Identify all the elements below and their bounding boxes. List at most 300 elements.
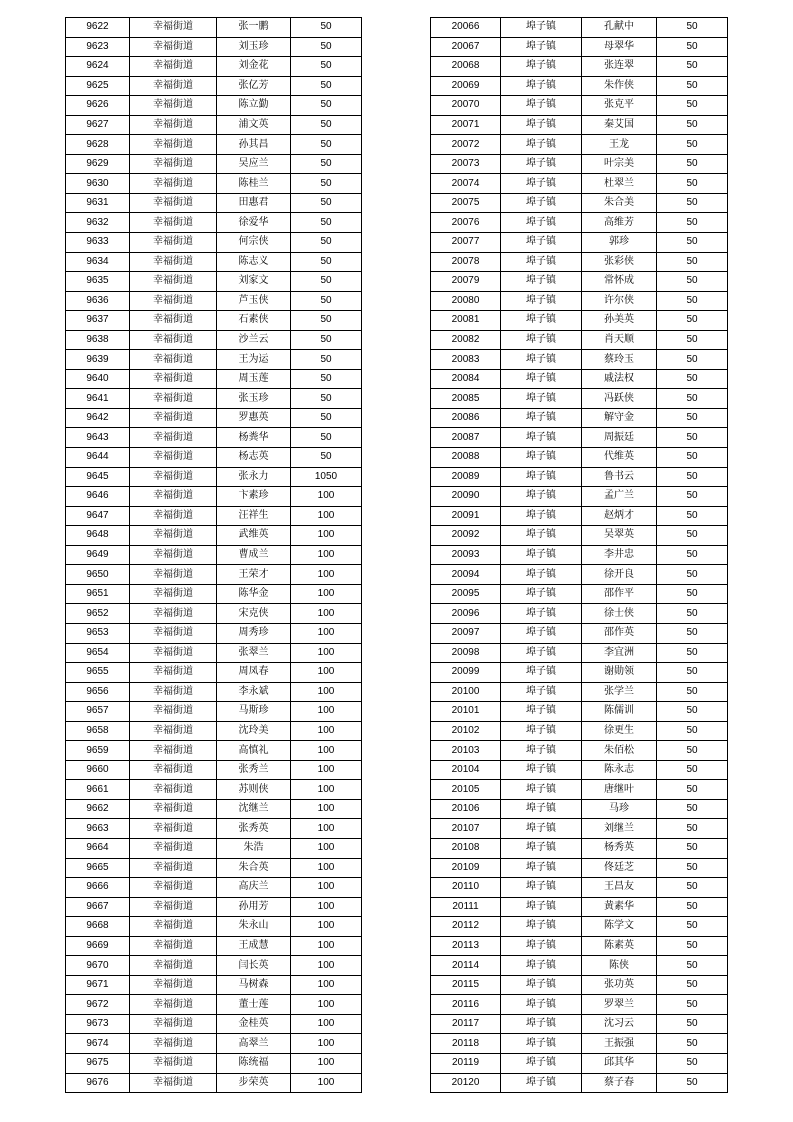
name-cell: 母翠华 xyxy=(582,37,657,57)
district-cell: 幸福街道 xyxy=(130,37,217,57)
district-cell: 埠子镇 xyxy=(501,643,582,663)
amount-cell: 100 xyxy=(291,956,362,976)
district-cell: 幸福街道 xyxy=(130,858,217,878)
district-cell: 幸福街道 xyxy=(130,135,217,155)
amount-cell: 50 xyxy=(657,135,728,155)
district-cell: 幸福街道 xyxy=(130,897,217,917)
amount-cell: 100 xyxy=(291,487,362,507)
table-row xyxy=(66,506,362,526)
district-cell: 埠子镇 xyxy=(501,1073,582,1093)
table-row xyxy=(66,252,362,272)
district-cell: 幸福街道 xyxy=(130,584,217,604)
amount-cell: 50 xyxy=(291,448,362,468)
serial-number-cell: 9658 xyxy=(66,721,130,741)
serial-number-cell: 9637 xyxy=(66,311,130,331)
amount-cell: 100 xyxy=(291,917,362,937)
amount-cell: 50 xyxy=(657,936,728,956)
district-cell: 幸福街道 xyxy=(130,389,217,409)
name-cell: 邵作平 xyxy=(582,584,657,604)
amount-cell: 50 xyxy=(291,37,362,57)
district-cell: 幸福街道 xyxy=(130,682,217,702)
amount-cell: 50 xyxy=(291,57,362,77)
right-data-table xyxy=(430,17,728,1093)
name-cell: 张秀兰 xyxy=(217,760,291,780)
district-cell: 埠子镇 xyxy=(501,1034,582,1054)
amount-cell: 100 xyxy=(291,545,362,565)
serial-number-cell: 20117 xyxy=(431,1014,501,1034)
amount-cell: 50 xyxy=(657,780,728,800)
name-cell: 孙其昌 xyxy=(217,135,291,155)
serial-number-cell: 9666 xyxy=(66,878,130,898)
amount-cell: 50 xyxy=(657,115,728,135)
serial-number-cell: 9633 xyxy=(66,233,130,253)
amount-cell: 50 xyxy=(657,1073,728,1093)
serial-number-cell: 20072 xyxy=(431,135,501,155)
serial-number-cell: 20087 xyxy=(431,428,501,448)
serial-number-cell: 9671 xyxy=(66,975,130,995)
table-row xyxy=(66,174,362,194)
amount-cell: 50 xyxy=(657,682,728,702)
amount-cell: 50 xyxy=(291,428,362,448)
serial-number-cell: 9670 xyxy=(66,956,130,976)
district-cell: 幸福街道 xyxy=(130,350,217,370)
table-row xyxy=(431,506,728,526)
name-cell: 张学兰 xyxy=(582,682,657,702)
serial-number-cell: 9664 xyxy=(66,838,130,858)
table-row xyxy=(66,565,362,585)
name-cell: 肖天顺 xyxy=(582,330,657,350)
name-cell: 李宜洲 xyxy=(582,643,657,663)
district-cell: 埠子镇 xyxy=(501,272,582,292)
table-row xyxy=(431,584,728,604)
name-cell: 张功英 xyxy=(582,975,657,995)
name-cell: 赵炳才 xyxy=(582,506,657,526)
table-row xyxy=(66,18,362,38)
table-row xyxy=(66,956,362,976)
table-row xyxy=(431,291,728,311)
name-cell: 沈习云 xyxy=(582,1014,657,1034)
name-cell: 佟廷芝 xyxy=(582,858,657,878)
table-row xyxy=(431,389,728,409)
amount-cell: 50 xyxy=(657,1053,728,1073)
amount-cell: 50 xyxy=(291,115,362,135)
table-row xyxy=(66,311,362,331)
district-cell: 埠子镇 xyxy=(501,721,582,741)
district-cell: 埠子镇 xyxy=(501,252,582,272)
district-cell: 埠子镇 xyxy=(501,1014,582,1034)
amount-cell: 100 xyxy=(291,760,362,780)
serial-number-cell: 20118 xyxy=(431,1034,501,1054)
serial-number-cell: 20085 xyxy=(431,389,501,409)
serial-number-cell: 20091 xyxy=(431,506,501,526)
district-cell: 埠子镇 xyxy=(501,897,582,917)
table-row xyxy=(66,878,362,898)
serial-number-cell: 9630 xyxy=(66,174,130,194)
name-cell: 张一鹏 xyxy=(217,18,291,38)
name-cell: 许尔侠 xyxy=(582,291,657,311)
table-row xyxy=(431,819,728,839)
amount-cell: 50 xyxy=(657,838,728,858)
amount-cell: 50 xyxy=(657,643,728,663)
name-cell: 陈统福 xyxy=(217,1053,291,1073)
amount-cell: 100 xyxy=(291,1014,362,1034)
table-row xyxy=(66,584,362,604)
name-cell: 沈玲美 xyxy=(217,721,291,741)
district-cell: 幸福街道 xyxy=(130,975,217,995)
serial-number-cell: 9627 xyxy=(66,115,130,135)
name-cell: 张彩侠 xyxy=(582,252,657,272)
serial-number-cell: 20083 xyxy=(431,350,501,370)
amount-cell: 100 xyxy=(291,819,362,839)
serial-number-cell: 9635 xyxy=(66,272,130,292)
right-table-body xyxy=(431,18,728,1093)
serial-number-cell: 20100 xyxy=(431,682,501,702)
amount-cell: 50 xyxy=(291,291,362,311)
district-cell: 埠子镇 xyxy=(501,369,582,389)
name-cell: 唐继叶 xyxy=(582,780,657,800)
name-cell: 刘继兰 xyxy=(582,819,657,839)
table-row xyxy=(431,897,728,917)
amount-cell: 50 xyxy=(657,956,728,976)
name-cell: 叶宗美 xyxy=(582,154,657,174)
district-cell: 埠子镇 xyxy=(501,526,582,546)
district-cell: 埠子镇 xyxy=(501,154,582,174)
amount-cell: 100 xyxy=(291,838,362,858)
table-row xyxy=(66,154,362,174)
district-cell: 幸福街道 xyxy=(130,506,217,526)
name-cell: 朱浩 xyxy=(217,838,291,858)
table-row xyxy=(431,975,728,995)
district-cell: 埠子镇 xyxy=(501,193,582,213)
amount-cell: 50 xyxy=(657,760,728,780)
district-cell: 埠子镇 xyxy=(501,604,582,624)
table-row xyxy=(66,428,362,448)
serial-number-cell: 20116 xyxy=(431,995,501,1015)
name-cell: 杨秀英 xyxy=(582,838,657,858)
name-cell: 张永力 xyxy=(217,467,291,487)
serial-number-cell: 9636 xyxy=(66,291,130,311)
name-cell: 秦艾国 xyxy=(582,115,657,135)
name-cell: 刘玉珍 xyxy=(217,37,291,57)
amount-cell: 100 xyxy=(291,741,362,761)
district-cell: 幸福街道 xyxy=(130,819,217,839)
serial-number-cell: 9659 xyxy=(66,741,130,761)
name-cell: 邱其华 xyxy=(582,1053,657,1073)
amount-cell: 50 xyxy=(657,623,728,643)
serial-number-cell: 9634 xyxy=(66,252,130,272)
amount-cell: 100 xyxy=(291,936,362,956)
amount-cell: 50 xyxy=(291,96,362,116)
table-row xyxy=(66,408,362,428)
name-cell: 高翠兰 xyxy=(217,1034,291,1054)
table-row xyxy=(431,57,728,77)
amount-cell: 50 xyxy=(657,369,728,389)
amount-cell: 50 xyxy=(291,174,362,194)
serial-number-cell: 9647 xyxy=(66,506,130,526)
name-cell: 鲁书云 xyxy=(582,467,657,487)
serial-number-cell: 20095 xyxy=(431,584,501,604)
serial-number-cell: 20096 xyxy=(431,604,501,624)
serial-number-cell: 9640 xyxy=(66,369,130,389)
serial-number-cell: 9660 xyxy=(66,760,130,780)
district-cell: 幸福街道 xyxy=(130,154,217,174)
district-cell: 幸福街道 xyxy=(130,1014,217,1034)
table-row xyxy=(431,330,728,350)
serial-number-cell: 20109 xyxy=(431,858,501,878)
amount-cell: 50 xyxy=(291,369,362,389)
amount-cell: 100 xyxy=(291,1053,362,1073)
district-cell: 幸福街道 xyxy=(130,917,217,937)
table-row xyxy=(431,799,728,819)
table-row xyxy=(66,193,362,213)
serial-number-cell: 20067 xyxy=(431,37,501,57)
amount-cell: 50 xyxy=(657,799,728,819)
name-cell: 张连翠 xyxy=(582,57,657,77)
table-row xyxy=(431,115,728,135)
amount-cell: 50 xyxy=(657,18,728,38)
district-cell: 埠子镇 xyxy=(501,115,582,135)
amount-cell: 100 xyxy=(291,526,362,546)
district-cell: 幸福街道 xyxy=(130,760,217,780)
serial-number-cell: 20120 xyxy=(431,1073,501,1093)
table-row xyxy=(431,663,728,683)
name-cell: 常怀成 xyxy=(582,272,657,292)
name-cell: 徐士侠 xyxy=(582,604,657,624)
amount-cell: 100 xyxy=(291,643,362,663)
table-row xyxy=(431,467,728,487)
district-cell: 幸福街道 xyxy=(130,369,217,389)
serial-number-cell: 9669 xyxy=(66,936,130,956)
table-row xyxy=(431,311,728,331)
name-cell: 张翠兰 xyxy=(217,643,291,663)
serial-number-cell: 9672 xyxy=(66,995,130,1015)
table-row xyxy=(66,936,362,956)
amount-cell: 100 xyxy=(291,721,362,741)
name-cell: 周玉莲 xyxy=(217,369,291,389)
district-cell: 埠子镇 xyxy=(501,663,582,683)
name-cell: 李永斌 xyxy=(217,682,291,702)
table-row xyxy=(431,487,728,507)
district-cell: 埠子镇 xyxy=(501,584,582,604)
serial-number-cell: 9648 xyxy=(66,526,130,546)
amount-cell: 50 xyxy=(291,311,362,331)
amount-cell: 100 xyxy=(291,565,362,585)
district-cell: 埠子镇 xyxy=(501,1053,582,1073)
name-cell: 刘金花 xyxy=(217,57,291,77)
serial-number-cell: 20069 xyxy=(431,76,501,96)
amount-cell: 50 xyxy=(291,330,362,350)
name-cell: 高维芳 xyxy=(582,213,657,233)
table-row xyxy=(66,1014,362,1034)
amount-cell: 50 xyxy=(291,408,362,428)
serial-number-cell: 20071 xyxy=(431,115,501,135)
amount-cell: 100 xyxy=(291,780,362,800)
table-row xyxy=(431,936,728,956)
table-row xyxy=(66,897,362,917)
serial-number-cell: 9650 xyxy=(66,565,130,585)
district-cell: 幸福街道 xyxy=(130,272,217,292)
name-cell: 李井忠 xyxy=(582,545,657,565)
table-row xyxy=(66,96,362,116)
name-cell: 周振廷 xyxy=(582,428,657,448)
serial-number-cell: 9625 xyxy=(66,76,130,96)
name-cell: 戚法权 xyxy=(582,369,657,389)
serial-number-cell: 20077 xyxy=(431,233,501,253)
name-cell: 汪祥生 xyxy=(217,506,291,526)
name-cell: 苏则侠 xyxy=(217,780,291,800)
district-cell: 幸福街道 xyxy=(130,252,217,272)
serial-number-cell: 9642 xyxy=(66,408,130,428)
district-cell: 幸福街道 xyxy=(130,311,217,331)
district-cell: 埠子镇 xyxy=(501,350,582,370)
table-row xyxy=(66,389,362,409)
serial-number-cell: 9638 xyxy=(66,330,130,350)
amount-cell: 50 xyxy=(657,389,728,409)
amount-cell: 50 xyxy=(291,252,362,272)
table-row xyxy=(431,545,728,565)
district-cell: 幸福街道 xyxy=(130,878,217,898)
amount-cell: 100 xyxy=(291,878,362,898)
serial-number-cell: 9667 xyxy=(66,897,130,917)
amount-cell: 50 xyxy=(657,57,728,77)
amount-cell: 50 xyxy=(291,213,362,233)
amount-cell: 50 xyxy=(291,18,362,38)
district-cell: 幸福街道 xyxy=(130,57,217,77)
district-cell: 幸福街道 xyxy=(130,936,217,956)
name-cell: 刘家文 xyxy=(217,272,291,292)
district-cell: 埠子镇 xyxy=(501,917,582,937)
serial-number-cell: 9643 xyxy=(66,428,130,448)
table-row xyxy=(431,233,728,253)
serial-number-cell: 20068 xyxy=(431,57,501,77)
serial-number-cell: 20106 xyxy=(431,799,501,819)
table-row xyxy=(431,272,728,292)
serial-number-cell: 9622 xyxy=(66,18,130,38)
amount-cell: 50 xyxy=(657,448,728,468)
table-row xyxy=(431,838,728,858)
district-cell: 埠子镇 xyxy=(501,858,582,878)
district-cell: 幸福街道 xyxy=(130,838,217,858)
serial-number-cell: 9657 xyxy=(66,702,130,722)
amount-cell: 50 xyxy=(657,174,728,194)
table-row xyxy=(431,1053,728,1073)
amount-cell: 50 xyxy=(657,584,728,604)
table-row xyxy=(66,917,362,937)
serial-number-cell: 9631 xyxy=(66,193,130,213)
amount-cell: 50 xyxy=(291,76,362,96)
table-row xyxy=(66,858,362,878)
table-row xyxy=(431,213,728,233)
district-cell: 埠子镇 xyxy=(501,448,582,468)
table-row xyxy=(431,878,728,898)
table-row xyxy=(66,115,362,135)
table-row xyxy=(431,623,728,643)
name-cell: 高庆兰 xyxy=(217,878,291,898)
amount-cell: 50 xyxy=(657,721,728,741)
amount-cell: 50 xyxy=(291,135,362,155)
amount-cell: 50 xyxy=(657,96,728,116)
table-row xyxy=(66,819,362,839)
district-cell: 埠子镇 xyxy=(501,330,582,350)
name-cell: 张秀英 xyxy=(217,819,291,839)
serial-number-cell: 9655 xyxy=(66,663,130,683)
district-cell: 埠子镇 xyxy=(501,741,582,761)
district-cell: 埠子镇 xyxy=(501,96,582,116)
serial-number-cell: 9656 xyxy=(66,682,130,702)
table-row xyxy=(431,702,728,722)
name-cell: 闫长英 xyxy=(217,956,291,976)
district-cell: 埠子镇 xyxy=(501,487,582,507)
name-cell: 黄素华 xyxy=(582,897,657,917)
district-cell: 幸福街道 xyxy=(130,467,217,487)
amount-cell: 50 xyxy=(657,408,728,428)
table-row xyxy=(66,682,362,702)
amount-cell: 50 xyxy=(291,154,362,174)
table-row xyxy=(431,1034,728,1054)
name-cell: 朱永山 xyxy=(217,917,291,937)
name-cell: 罗翠兰 xyxy=(582,995,657,1015)
amount-cell: 100 xyxy=(291,975,362,995)
serial-number-cell: 9628 xyxy=(66,135,130,155)
district-cell: 埠子镇 xyxy=(501,545,582,565)
table-row xyxy=(431,135,728,155)
name-cell: 谢勋领 xyxy=(582,663,657,683)
serial-number-cell: 20090 xyxy=(431,487,501,507)
table-row xyxy=(431,604,728,624)
table-row xyxy=(431,917,728,937)
serial-number-cell: 9661 xyxy=(66,780,130,800)
district-cell: 幸福街道 xyxy=(130,18,217,38)
amount-cell: 50 xyxy=(657,858,728,878)
serial-number-cell: 20079 xyxy=(431,272,501,292)
name-cell: 陈学文 xyxy=(582,917,657,937)
table-row xyxy=(66,467,362,487)
amount-cell: 100 xyxy=(291,702,362,722)
district-cell: 幸福街道 xyxy=(130,408,217,428)
name-cell: 蔡子春 xyxy=(582,1073,657,1093)
serial-number-cell: 20066 xyxy=(431,18,501,38)
name-cell: 徐开良 xyxy=(582,565,657,585)
amount-cell: 100 xyxy=(291,506,362,526)
amount-cell: 50 xyxy=(657,193,728,213)
district-cell: 幸福街道 xyxy=(130,1034,217,1054)
district-cell: 埠子镇 xyxy=(501,174,582,194)
name-cell: 卞素珍 xyxy=(217,487,291,507)
serial-number-cell: 20094 xyxy=(431,565,501,585)
name-cell: 王荣才 xyxy=(217,565,291,585)
amount-cell: 100 xyxy=(291,584,362,604)
table-row xyxy=(431,76,728,96)
serial-number-cell: 9651 xyxy=(66,584,130,604)
district-cell: 埠子镇 xyxy=(501,506,582,526)
amount-cell: 50 xyxy=(657,37,728,57)
name-cell: 陈志义 xyxy=(217,252,291,272)
serial-number-cell: 20114 xyxy=(431,956,501,976)
serial-number-cell: 9644 xyxy=(66,448,130,468)
amount-cell: 50 xyxy=(657,291,728,311)
district-cell: 埠子镇 xyxy=(501,311,582,331)
amount-cell: 50 xyxy=(657,819,728,839)
table-row xyxy=(66,702,362,722)
table-row xyxy=(431,526,728,546)
serial-number-cell: 9646 xyxy=(66,487,130,507)
table-row xyxy=(66,780,362,800)
district-cell: 幸福街道 xyxy=(130,76,217,96)
serial-number-cell: 20086 xyxy=(431,408,501,428)
name-cell: 武维英 xyxy=(217,526,291,546)
district-cell: 埠子镇 xyxy=(501,233,582,253)
left-data-table xyxy=(65,17,362,1093)
